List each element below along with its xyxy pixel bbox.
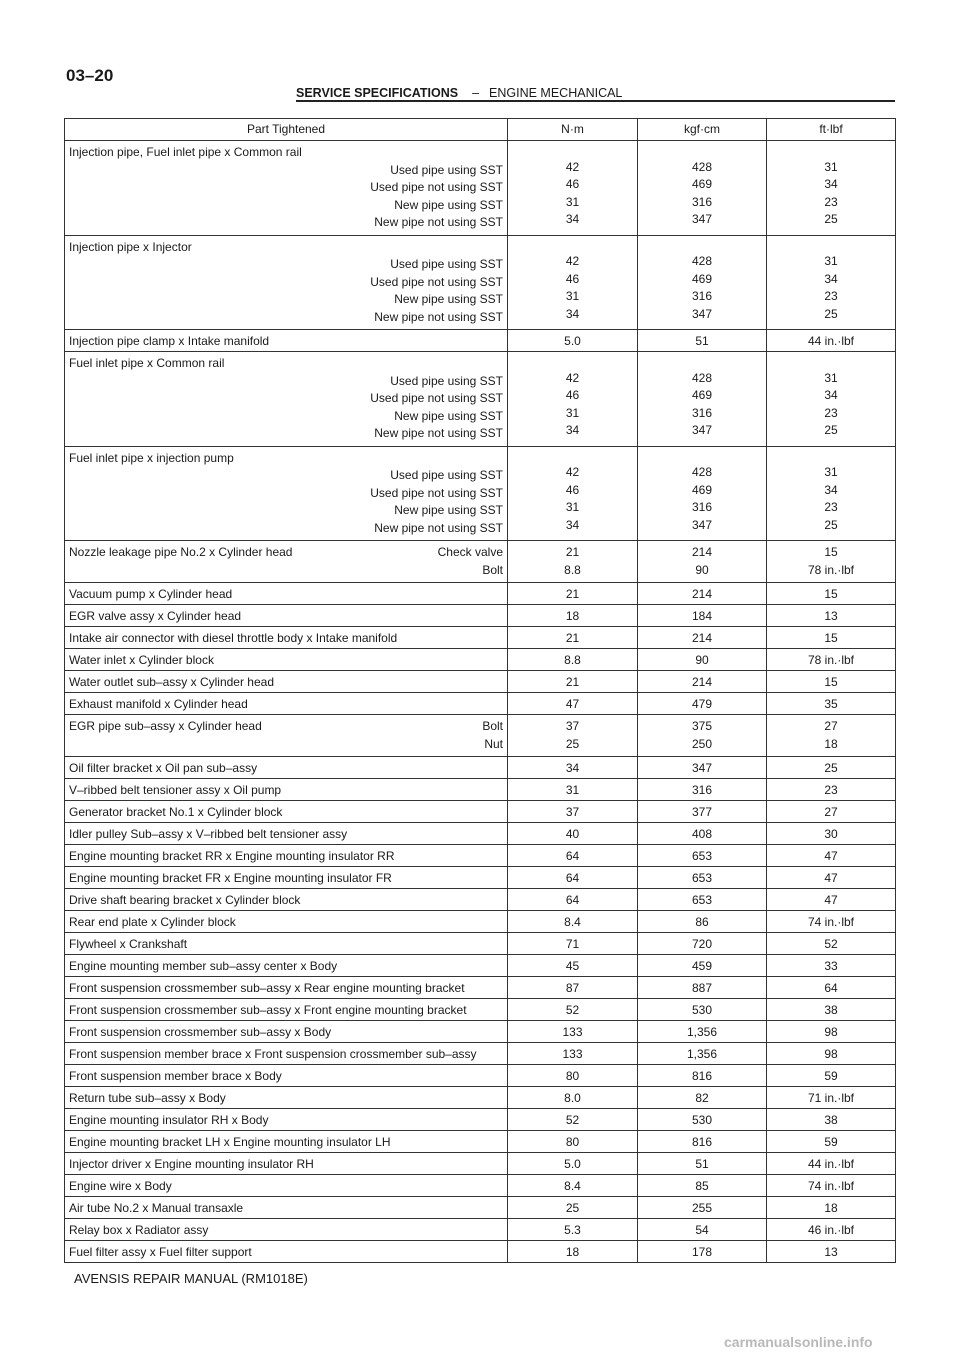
value-ftlbf-cell xyxy=(767,352,896,447)
part-cell: Injection pipe clamp x Intake manifold xyxy=(65,330,508,352)
value-ftlbf: 23 xyxy=(824,500,838,515)
value-kgfcm: 316 xyxy=(691,194,713,209)
part-cell: Engine wire x Body xyxy=(65,1175,508,1197)
part-condition: Used pipe not using SST xyxy=(370,274,503,289)
value-kgfcm: 347 xyxy=(691,423,713,438)
value-kgfcm-cell xyxy=(638,235,767,330)
value-kgfcm-cell: 1,356 xyxy=(638,1043,767,1065)
table-row xyxy=(65,955,896,977)
part-cell: Drive shaft bearing bracket x Cylinder block xyxy=(65,889,508,911)
part-cell: Water outlet sub–assy x Cylinder head xyxy=(65,671,508,693)
title-spacer xyxy=(512,147,633,159)
part-condition: Used pipe not using SST xyxy=(370,391,503,405)
value-ftlbf-cell: 30 xyxy=(767,823,896,845)
value-nm: 31 xyxy=(565,405,580,420)
value-ftlbf-cell: 13 xyxy=(767,1241,896,1263)
value-kgfcm-cell: 816 xyxy=(638,1131,767,1153)
table-row xyxy=(65,757,896,779)
part-cell: Return tube sub–assy x Body xyxy=(65,1087,508,1109)
value-nm: 34 xyxy=(565,212,580,227)
table-row xyxy=(65,823,896,845)
value-ftlbf: 31 xyxy=(824,465,838,480)
value-ftlbf-cell: 15 xyxy=(767,627,896,649)
value-ftlbf: 25 xyxy=(824,212,838,227)
part-cell: Water inlet x Cylinder block xyxy=(65,649,508,671)
part-cell xyxy=(65,352,508,447)
value-kgfcm-cell: 887 xyxy=(638,977,767,999)
value-kgfcm: 469 xyxy=(691,388,713,403)
part-cell: Generator bracket No.1 x Cylinder block xyxy=(65,801,508,823)
value-nm-cell: 31 xyxy=(508,779,638,801)
table-row xyxy=(65,801,896,823)
value-kgfcm-cell: 86 xyxy=(638,911,767,933)
running-header xyxy=(296,86,622,100)
value-kgfcm-cell: 479 xyxy=(638,693,767,715)
value-nm-cell: 40 xyxy=(508,823,638,845)
value-nm: 31 xyxy=(565,289,580,304)
value-nm: 42 xyxy=(565,159,580,174)
part-condition: Used pipe using SST xyxy=(390,468,503,482)
value-nm-cell: 52 xyxy=(508,999,638,1021)
part-title: Injection pipe, Fuel inlet pipe x Common rail xyxy=(69,145,302,159)
value-ftlbf-cell: 64 xyxy=(767,977,896,999)
table-row xyxy=(65,1153,896,1175)
table-row xyxy=(65,671,896,693)
value-nm: 46 xyxy=(565,482,580,497)
table-row xyxy=(65,867,896,889)
value-nm: 42 xyxy=(565,254,580,269)
value-ftlbf-cell: 38 xyxy=(767,1109,896,1131)
table-row xyxy=(65,1109,896,1131)
table-row xyxy=(65,1065,896,1087)
part-condition: Used pipe using SST xyxy=(390,162,503,177)
value-ftlbf-cell xyxy=(767,715,896,757)
part-condition: New pipe using SST xyxy=(394,408,503,423)
part-cell xyxy=(65,715,508,757)
part-cell xyxy=(65,235,508,330)
value-ftlbf-cell: 59 xyxy=(767,1065,896,1087)
value-ftlbf-cell: 74 in.·lbf xyxy=(767,911,896,933)
value-ftlbf-cell: 27 xyxy=(767,801,896,823)
value-nm-cell: 64 xyxy=(508,845,638,867)
part-condition: Bolt xyxy=(482,719,503,733)
part-condition: New pipe not using SST xyxy=(374,426,503,440)
value-nm-cell: 8.4 xyxy=(508,1175,638,1197)
value-ftlbf-cell: 13 xyxy=(767,605,896,627)
value-kgfcm: 347 xyxy=(691,306,713,321)
table-header-row xyxy=(65,119,896,141)
value-kgfcm: 469 xyxy=(691,482,713,497)
table-row xyxy=(65,1021,896,1043)
part-cell: Front suspension member brace x Front suspension crossmember sub–assy xyxy=(65,1043,508,1065)
value-kgfcm: 428 xyxy=(691,370,713,385)
value-nm-cell xyxy=(508,235,638,330)
part-cell: Front suspension crossmember sub–assy x Front engine mounting bracket xyxy=(65,999,508,1021)
value-ftlbf-cell xyxy=(767,235,896,330)
value-ftlbf-cell: 15 xyxy=(767,583,896,605)
value-nm-cell: 45 xyxy=(508,955,638,977)
table-row xyxy=(65,779,896,801)
value-ftlbf-cell: 59 xyxy=(767,1131,896,1153)
table-row xyxy=(65,649,896,671)
part-cell: Engine mounting member sub–assy center x Body xyxy=(65,955,508,977)
title-spacer xyxy=(642,241,762,253)
value-nm: 42 xyxy=(565,465,580,480)
value-kgfcm-cell: 653 xyxy=(638,889,767,911)
value-kgfcm-cell: 51 xyxy=(638,1153,767,1175)
table-row xyxy=(65,1131,896,1153)
value-nm-cell: 47 xyxy=(508,693,638,715)
value-ftlbf-cell: 47 xyxy=(767,867,896,889)
table-row xyxy=(65,352,896,447)
value-nm-cell: 133 xyxy=(508,1021,638,1043)
part-cell: Engine mounting bracket LH x Engine mounting insulator LH xyxy=(65,1131,508,1153)
value-kgfcm-cell: 85 xyxy=(638,1175,767,1197)
value-nm-cell: 18 xyxy=(508,1241,638,1263)
header-dash: – xyxy=(472,86,480,100)
value-ftlbf-cell: 78 in.·lbf xyxy=(767,649,896,671)
part-cell: Engine mounting bracket RR x Engine mounting insulator RR xyxy=(65,845,508,867)
title-spacer xyxy=(642,358,762,370)
value-ftlbf-cell: 46 in.·lbf xyxy=(767,1219,896,1241)
value-ftlbf-cell: 15 xyxy=(767,671,896,693)
value-ftlbf: 23 xyxy=(824,194,838,209)
value-nm: 34 xyxy=(565,423,580,438)
value-ftlbf: 78 in.·lbf xyxy=(807,562,855,577)
table-body xyxy=(65,141,896,1263)
part-condition: Used pipe using SST xyxy=(390,373,503,388)
value-nm-cell: 87 xyxy=(508,977,638,999)
table-row xyxy=(65,330,896,352)
value-ftlbf: 31 xyxy=(824,370,838,385)
value-ftlbf-cell xyxy=(767,141,896,236)
part-title: Fuel inlet pipe x Common rail xyxy=(69,356,225,370)
value-kgfcm-cell: 178 xyxy=(638,1241,767,1263)
title-spacer xyxy=(642,147,762,159)
value-kgfcm: 214 xyxy=(691,545,713,559)
value-ftlbf: 31 xyxy=(824,159,838,174)
title-spacer xyxy=(512,452,633,464)
part-cell: Front suspension member brace x Body xyxy=(65,1065,508,1087)
value-kgfcm: 250 xyxy=(691,736,713,751)
part-cell xyxy=(65,541,508,583)
part-split xyxy=(69,718,503,753)
value-ftlbf: 34 xyxy=(824,177,838,192)
value-nm: 46 xyxy=(565,271,580,286)
table-row xyxy=(65,977,896,999)
value-nm-cell: 8.4 xyxy=(508,911,638,933)
part-cell: Front suspension crossmember sub–assy x Rear engine mounting bracket xyxy=(65,977,508,999)
part-conditions xyxy=(438,544,503,579)
value-nm-cell: 133 xyxy=(508,1043,638,1065)
value-kgfcm: 469 xyxy=(691,177,713,192)
value-kgfcm-cell: 816 xyxy=(638,1065,767,1087)
value-kgfcm-cell: 54 xyxy=(638,1219,767,1241)
value-nm-cell xyxy=(508,541,638,583)
value-nm-cell: 64 xyxy=(508,889,638,911)
value-ftlbf-cell: 35 xyxy=(767,693,896,715)
table-row xyxy=(65,1043,896,1065)
page-number: 03–20 xyxy=(66,66,114,85)
table-row xyxy=(65,845,896,867)
value-ftlbf-cell: 25 xyxy=(767,757,896,779)
value-kgfcm-cell xyxy=(638,141,767,236)
table-row xyxy=(65,911,896,933)
part-condition: New pipe not using SST xyxy=(374,215,503,229)
value-nm-cell: 80 xyxy=(508,1131,638,1153)
col-header-part: Part Tightened xyxy=(65,119,508,141)
part-condition: New pipe using SST xyxy=(394,197,503,212)
value-kgfcm-cell: 408 xyxy=(638,823,767,845)
table-row xyxy=(65,889,896,911)
value-nm-cell: 37 xyxy=(508,801,638,823)
part-cell: Fuel filter assy x Fuel filter support xyxy=(65,1241,508,1263)
value-ftlbf: 31 xyxy=(824,254,838,269)
value-ftlbf-cell: 98 xyxy=(767,1043,896,1065)
part-cell: Air tube No.2 x Manual transaxle xyxy=(65,1197,508,1219)
part-cell: Front suspension crossmember sub–assy x Body xyxy=(65,1021,508,1043)
part-cell: EGR valve assy x Cylinder head xyxy=(65,605,508,627)
part-cell: Injector driver x Engine mounting insulator RH xyxy=(65,1153,508,1175)
title-spacer xyxy=(771,147,891,159)
table-row xyxy=(65,627,896,649)
value-kgfcm: 90 xyxy=(695,562,709,577)
part-condition: Bolt xyxy=(482,562,503,577)
part-cell xyxy=(65,446,508,541)
value-nm-cell xyxy=(508,352,638,447)
value-ftlbf: 25 xyxy=(824,423,838,438)
value-kgfcm-cell: 255 xyxy=(638,1197,767,1219)
value-nm-cell: 5.0 xyxy=(508,330,638,352)
value-nm-cell xyxy=(508,446,638,541)
value-ftlbf: 18 xyxy=(824,736,838,751)
col-header-ftlbf: ft·lbf xyxy=(767,119,896,141)
value-ftlbf: 34 xyxy=(824,482,838,497)
watermark: carmanualsonline.info xyxy=(724,1334,873,1350)
value-nm-cell: 8.0 xyxy=(508,1087,638,1109)
part-title: Injection pipe x Injector xyxy=(69,239,192,254)
value-kgfcm-cell: 530 xyxy=(638,1109,767,1131)
value-ftlbf-cell: 74 in.·lbf xyxy=(767,1175,896,1197)
value-ftlbf: 34 xyxy=(824,271,838,286)
value-nm-cell: 25 xyxy=(508,1197,638,1219)
table-row xyxy=(65,541,896,583)
part-condition: New pipe using SST xyxy=(394,292,503,306)
part-cell: Intake air connector with diesel throttle body x Intake manifold xyxy=(65,627,508,649)
value-kgfcm-cell: 1,356 xyxy=(638,1021,767,1043)
part-title: Fuel inlet pipe x injection pump xyxy=(69,450,234,465)
value-nm-cell: 21 xyxy=(508,627,638,649)
value-ftlbf-cell: 18 xyxy=(767,1197,896,1219)
value-nm: 8.8 xyxy=(564,562,581,577)
value-kgfcm-cell: 653 xyxy=(638,867,767,889)
table-row xyxy=(65,715,896,757)
value-ftlbf-cell: 44 in.·lbf xyxy=(767,1153,896,1175)
table-row xyxy=(65,583,896,605)
value-nm: 42 xyxy=(565,370,580,385)
part-condition: Used pipe not using SST xyxy=(370,180,503,194)
value-kgfcm-cell: 720 xyxy=(638,933,767,955)
value-nm-cell: 18 xyxy=(508,605,638,627)
value-nm: 46 xyxy=(565,388,580,403)
part-condition: New pipe using SST xyxy=(394,503,503,517)
value-nm: 37 xyxy=(565,719,580,733)
value-nm-cell: 21 xyxy=(508,671,638,693)
part-split xyxy=(69,544,503,579)
value-kgfcm-cell: 214 xyxy=(638,627,767,649)
part-cell: Oil filter bracket x Oil pan sub–assy xyxy=(65,757,508,779)
value-ftlbf-cell: 38 xyxy=(767,999,896,1021)
value-kgfcm: 347 xyxy=(691,212,713,227)
part-cell: Flywheel x Crankshaft xyxy=(65,933,508,955)
value-kgfcm: 428 xyxy=(691,159,713,174)
value-nm-cell: 64 xyxy=(508,867,638,889)
part-title: EGR pipe sub–assy x Cylinder head xyxy=(69,719,262,733)
value-nm-cell: 80 xyxy=(508,1065,638,1087)
part-cell: V–ribbed belt tensioner assy x Oil pump xyxy=(65,779,508,801)
value-ftlbf: 15 xyxy=(824,545,838,559)
table-row xyxy=(65,1241,896,1263)
table-row xyxy=(65,693,896,715)
value-kgfcm-cell: 82 xyxy=(638,1087,767,1109)
value-kgfcm: 347 xyxy=(691,517,713,532)
title-spacer xyxy=(642,452,762,464)
value-nm-cell xyxy=(508,141,638,236)
table-row xyxy=(65,1087,896,1109)
part-title: Nozzle leakage pipe No.2 x Cylinder head xyxy=(69,545,293,559)
part-cell: Idler pulley Sub–assy x V–ribbed belt tensioner assy xyxy=(65,823,508,845)
part-condition: Used pipe not using SST xyxy=(370,485,503,500)
value-ftlbf-cell xyxy=(767,541,896,583)
part-cell: Engine mounting insulator RH x Body xyxy=(65,1109,508,1131)
value-kgfcm-cell: 90 xyxy=(638,649,767,671)
table-row xyxy=(65,446,896,541)
header-rule xyxy=(296,100,895,102)
part-conditions xyxy=(482,718,503,753)
value-kgfcm: 469 xyxy=(691,271,713,286)
value-ftlbf-cell: 71 in.·lbf xyxy=(767,1087,896,1109)
col-header-kgfcm: kgf·cm xyxy=(638,119,767,141)
value-ftlbf: 27 xyxy=(824,719,838,733)
title-spacer xyxy=(771,358,891,370)
value-kgfcm-cell: 316 xyxy=(638,779,767,801)
part-cell: Vacuum pump x Cylinder head xyxy=(65,583,508,605)
value-nm: 31 xyxy=(565,500,580,515)
value-ftlbf-cell xyxy=(767,446,896,541)
title-spacer xyxy=(512,358,633,370)
part-cell xyxy=(65,141,508,236)
value-kgfcm-cell: 184 xyxy=(638,605,767,627)
value-kgfcm-cell xyxy=(638,541,767,583)
value-ftlbf: 25 xyxy=(824,517,838,532)
value-nm-cell: 34 xyxy=(508,757,638,779)
part-condition: Check valve xyxy=(437,545,503,559)
table-row xyxy=(65,235,896,330)
value-kgfcm: 428 xyxy=(691,465,713,480)
value-ftlbf-cell: 33 xyxy=(767,955,896,977)
value-ftlbf-cell: 52 xyxy=(767,933,896,955)
value-nm: 21 xyxy=(565,545,580,559)
value-kgfcm-cell: 214 xyxy=(638,583,767,605)
value-nm-cell: 8.8 xyxy=(508,649,638,671)
value-nm-cell xyxy=(508,715,638,757)
value-ftlbf: 23 xyxy=(824,405,838,420)
value-nm-cell: 5.3 xyxy=(508,1219,638,1241)
part-cell: Relay box x Radiator assy xyxy=(65,1219,508,1241)
torque-spec-table xyxy=(64,118,896,1263)
table-row xyxy=(65,1219,896,1241)
value-ftlbf: 23 xyxy=(824,289,838,304)
value-kgfcm-cell: 214 xyxy=(638,671,767,693)
value-nm-cell: 71 xyxy=(508,933,638,955)
col-header-nm: N·m xyxy=(508,119,638,141)
value-nm-cell: 5.0 xyxy=(508,1153,638,1175)
value-kgfcm: 316 xyxy=(691,289,713,304)
value-kgfcm: 316 xyxy=(691,500,713,515)
header-section: SERVICE SPECIFICATIONS xyxy=(296,86,459,100)
value-ftlbf: 25 xyxy=(824,306,838,321)
table-row xyxy=(65,1175,896,1197)
value-ftlbf-cell: 98 xyxy=(767,1021,896,1043)
table-row xyxy=(65,141,896,236)
value-nm-cell: 21 xyxy=(508,583,638,605)
part-condition: New pipe not using SST xyxy=(374,520,503,535)
value-kgfcm-cell: 530 xyxy=(638,999,767,1021)
value-kgfcm-cell: 51 xyxy=(638,330,767,352)
part-cell: Engine mounting bracket FR x Engine mounting insulator FR xyxy=(65,867,508,889)
value-ftlbf-cell: 47 xyxy=(767,845,896,867)
value-nm: 46 xyxy=(565,177,580,192)
value-kgfcm: 428 xyxy=(691,254,713,269)
value-nm: 34 xyxy=(565,306,580,321)
value-kgfcm-cell: 459 xyxy=(638,955,767,977)
value-kgfcm-cell: 653 xyxy=(638,845,767,867)
value-kgfcm-cell xyxy=(638,352,767,447)
part-cell: Rear end plate x Cylinder block xyxy=(65,911,508,933)
table-row xyxy=(65,605,896,627)
part-condition: New pipe not using SST xyxy=(374,309,503,324)
value-ftlbf: 34 xyxy=(824,388,838,403)
title-spacer xyxy=(771,241,891,253)
header-subsection: ENGINE MECHANICAL xyxy=(489,86,623,100)
value-ftlbf-cell: 47 xyxy=(767,889,896,911)
footer: AVENSIS REPAIR MANUAL (RM1018E) xyxy=(74,1271,308,1286)
part-condition: Used pipe using SST xyxy=(390,257,503,271)
value-ftlbf-cell: 44 in.·lbf xyxy=(767,330,896,352)
value-kgfcm-cell xyxy=(638,446,767,541)
value-kgfcm-cell: 377 xyxy=(638,801,767,823)
value-kgfcm: 375 xyxy=(691,719,713,733)
value-kgfcm-cell xyxy=(638,715,767,757)
value-kgfcm: 316 xyxy=(691,405,713,420)
title-spacer xyxy=(771,452,891,464)
table-row xyxy=(65,1197,896,1219)
title-spacer xyxy=(512,241,633,253)
part-condition: Nut xyxy=(484,736,503,751)
table-row xyxy=(65,999,896,1021)
value-nm: 31 xyxy=(565,194,580,209)
value-ftlbf-cell: 23 xyxy=(767,779,896,801)
value-kgfcm-cell: 347 xyxy=(638,757,767,779)
value-nm-cell: 52 xyxy=(508,1109,638,1131)
table-row xyxy=(65,933,896,955)
value-nm: 25 xyxy=(565,736,580,751)
part-cell: Exhaust manifold x Cylinder head xyxy=(65,693,508,715)
value-nm: 34 xyxy=(565,517,580,532)
